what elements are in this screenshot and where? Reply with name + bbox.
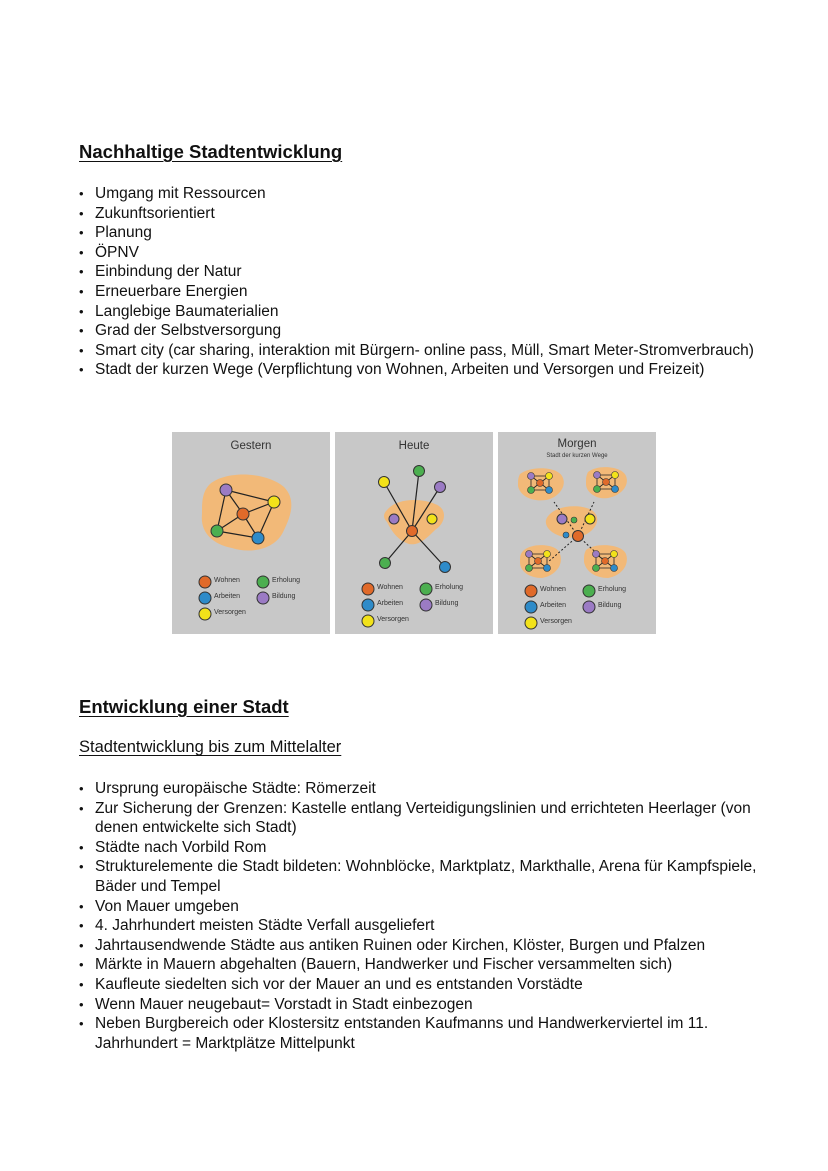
morgen-cluster-erholung-node	[526, 565, 533, 572]
mittelalter-list-item: • Strukturelemente die Stadt bildeten: Wohnblöcke, Marktplatz, Markthalle, Arena für Kampfspiele, Bäder und Tempel	[79, 857, 759, 896]
heute-legend-bildung-label: Bildung	[435, 600, 459, 607]
heute-legend-arbeiten-dot	[362, 599, 374, 611]
gestern-legend-arbeiten-label: Arbeiten	[214, 593, 241, 600]
nachhaltigkeit-list-item: • Einbindung der Natur	[79, 262, 759, 282]
heute-arbeiten-node	[440, 562, 451, 573]
morgen-cluster-versorgen-node	[611, 551, 618, 558]
morgen-cluster-wohnen-node	[537, 480, 544, 487]
morgen-center-arbeiten-node	[563, 532, 569, 538]
morgen-cluster-versorgen-node	[546, 473, 553, 480]
morgen-legend-erholung-dot	[583, 585, 595, 597]
gestern-bildung-node	[220, 484, 232, 496]
nachhaltigkeit-list-item: • Erneuerbare Energien	[79, 282, 759, 302]
panel-title-heute: Heute	[398, 440, 430, 452]
morgen-legend-versorgen-label: Versorgen	[540, 618, 572, 625]
gestern-wohnen-node	[237, 508, 249, 520]
morgen-center-erholung-node	[571, 517, 577, 523]
nachhaltigkeit-list-item: • ÖPNV	[79, 243, 759, 263]
section-title-nachhaltige-stadtentwicklung: Nachhaltige Stadtentwicklung	[79, 141, 343, 162]
heute-diagram	[335, 432, 493, 634]
heute-wohnen-node	[407, 526, 418, 537]
morgen-legend-bildung-dot	[583, 601, 595, 613]
gestern-legend-bildung-label: Bildung	[272, 593, 296, 600]
heute-legend-versorgen-dot	[362, 615, 374, 627]
morgen-cluster-bildung-node	[593, 551, 600, 558]
nachhaltigkeit-list	[79, 184, 759, 380]
heute-erholung-node	[414, 466, 425, 477]
heute-legend-wohnen-dot	[362, 583, 374, 595]
morgen-cluster-wohnen-node	[603, 479, 610, 486]
nachhaltigkeit-list-item: • Planung	[79, 223, 759, 243]
nachhaltigkeit-list-item: • Umgang mit Ressourcen	[79, 184, 759, 204]
mittelalter-list-item: • Jahrtausendwende Städte aus antiken Ruinen oder Kirchen, Klöster, Burgen und Pfalzen	[79, 936, 759, 956]
panel-heute	[335, 432, 493, 634]
nachhaltigkeit-list-item: • Zukunftsorientiert	[79, 204, 759, 224]
gestern-legend-erholung-label: Erholung	[272, 577, 301, 584]
mittelalter-list-item: • Von Mauer umgeben	[79, 897, 759, 917]
subsection-title-mittelalter: Stadtentwicklung bis zum Mittelalter	[79, 738, 342, 756]
morgen-cluster-bildung-node	[526, 551, 533, 558]
gestern-legend-wohnen-dot	[199, 576, 211, 588]
morgen-center-bildung-node	[557, 514, 567, 524]
heute-legend-arbeiten-label: Arbeiten	[377, 600, 404, 607]
morgen-legend-versorgen-dot	[525, 617, 537, 629]
panel-gestern	[172, 432, 330, 634]
morgen-legend-arbeiten-label: Arbeiten	[540, 602, 567, 609]
mittelalter-list-item: • Märkte in Mauern abgehalten (Bauern, Handwerker und Fischer versammelten sich)	[79, 955, 759, 975]
mittelalter-list	[79, 779, 759, 1053]
morgen-cluster-arbeiten-node	[612, 486, 619, 493]
nachhaltigkeit-list-item: • Grad der Selbstversorgung	[79, 321, 759, 341]
panel-title-morgen: Morgen	[557, 438, 597, 450]
nachhaltigkeit-list-item: • Langlebige Baumaterialien	[79, 302, 759, 322]
heute-versorgen-node	[427, 514, 437, 524]
morgen-legend-erholung-label: Erholung	[598, 586, 627, 593]
morgen-cluster-bildung-node	[594, 472, 601, 479]
morgen-legend-wohnen-label: Wohnen	[540, 586, 566, 593]
gestern-legend-versorgen-label: Versorgen	[214, 609, 246, 616]
mittelalter-list-item: • Kaufleute siedelten sich vor der Mauer an und es entstanden Vorstädte	[79, 975, 759, 995]
heute-bildung-node-top	[435, 482, 446, 493]
morgen-cluster-wohnen-node	[535, 558, 542, 565]
heute-erholung-node-bottom	[380, 558, 391, 569]
morgen-center-versorgen-node	[585, 514, 595, 524]
morgen-cluster-bildung-node	[528, 473, 535, 480]
nachhaltigkeit-list-item: • Smart city (car sharing, interaktion mit Bürgern- online pass, Müll, Smart Meter-Stromverbrauch)	[79, 341, 759, 361]
mittelalter-list-item: • Wenn Mauer neugebaut= Vorstadt in Stadt einbezogen	[79, 995, 759, 1015]
heute-legend-erholung-label: Erholung	[435, 584, 464, 591]
gestern-arbeiten-node	[252, 532, 264, 544]
morgen-cluster-arbeiten-node	[546, 487, 553, 494]
heute-legend-versorgen-label: Versorgen	[377, 616, 409, 623]
gestern-legend-bildung-dot	[257, 592, 269, 604]
morgen-cluster-arbeiten-node	[544, 565, 551, 572]
morgen-legend-arbeiten-dot	[525, 601, 537, 613]
morgen-cluster-erholung-node	[594, 486, 601, 493]
morgen-legend-wohnen-dot	[525, 585, 537, 597]
morgen-legend-bildung-label: Bildung	[598, 602, 622, 609]
gestern-legend-arbeiten-dot	[199, 592, 211, 604]
heute-legend-bildung-dot	[420, 599, 432, 611]
mittelalter-list-item: • Städte nach Vorbild Rom	[79, 838, 759, 858]
nachhaltigkeit-list-item: • Stadt der kurzen Wege (Verpflichtung von Wohnen, Arbeiten und Versorgen und Freizeit)	[79, 360, 759, 380]
stadtmodell-figure	[172, 432, 656, 634]
mittelalter-list-item: • 4. Jahrhundert meisten Städte Verfall ausgeliefert	[79, 916, 759, 936]
gestern-erholung-node	[211, 525, 223, 537]
mittelalter-list-item: • Zur Sicherung der Grenzen: Kastelle entlang Verteidigungslinien und errichteten Heerlager (von denen entwickelte sich Stadt)	[79, 799, 759, 838]
gestern-legend-versorgen-dot	[199, 608, 211, 620]
heute-versorgen-node-top	[379, 477, 390, 488]
morgen-cluster-erholung-node	[528, 487, 535, 494]
panel-subtitle-morgen: Stadt der kurzen Wege	[546, 453, 608, 459]
panel-title-gestern: Gestern	[230, 440, 272, 452]
heute-bildung-node	[389, 514, 399, 524]
morgen-cluster-arbeiten-node	[611, 565, 618, 572]
morgen-center-wohnen-node	[573, 531, 584, 542]
morgen-diagram	[498, 432, 656, 634]
panel-morgen	[498, 432, 656, 634]
morgen-cluster-erholung-node	[593, 565, 600, 572]
gestern-legend-wohnen-label: Wohnen	[214, 577, 240, 584]
section-title-entwicklung-einer-stadt: Entwicklung einer Stadt	[79, 696, 289, 717]
morgen-cluster-wohnen-node	[602, 558, 609, 565]
morgen-cluster-versorgen-node	[612, 472, 619, 479]
morgen-cluster-versorgen-node	[544, 551, 551, 558]
gestern-diagram	[172, 432, 330, 634]
gestern-legend-erholung-dot	[257, 576, 269, 588]
heute-legend-erholung-dot	[420, 583, 432, 595]
mittelalter-list-item: • Neben Burgbereich oder Klostersitz entstanden Kaufmanns und Handwerkerviertel im 11. Jahrhundert = Marktplätze Mittelpunkt	[79, 1014, 759, 1053]
heute-legend-wohnen-label: Wohnen	[377, 584, 403, 591]
gestern-versorgen-node	[268, 496, 280, 508]
mittelalter-list-item: • Ursprung europäische Städte: Römerzeit	[79, 779, 759, 799]
